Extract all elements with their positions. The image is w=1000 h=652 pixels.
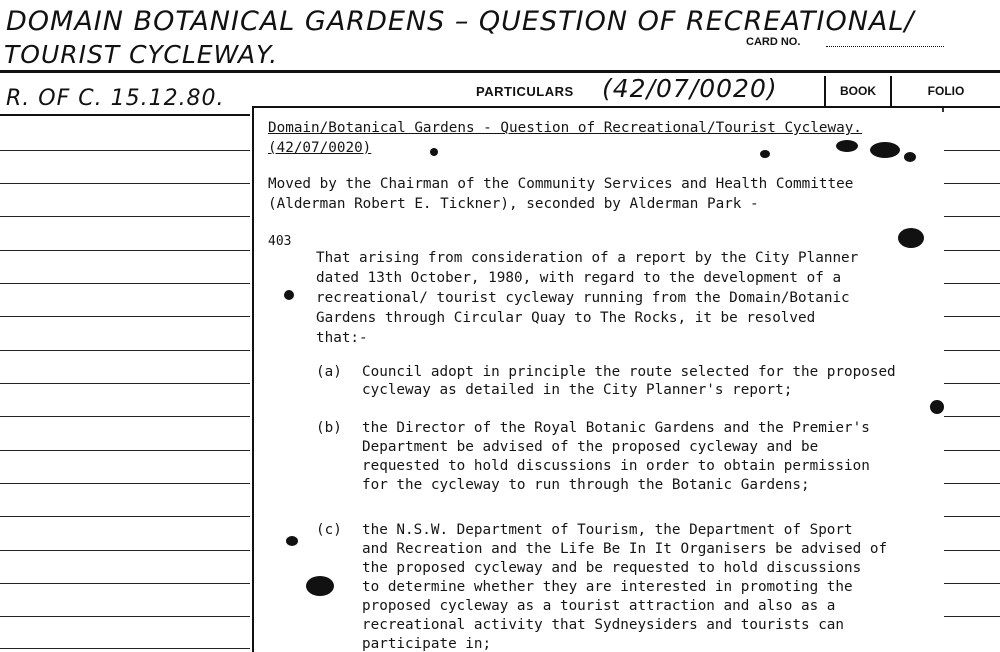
card-no-field [826,46,944,47]
ruled-line [0,648,250,649]
item-label-b: (b) [316,420,342,436]
item-c-line: proposed cycleway as a tourist attraction and also as a [362,598,836,614]
ruled-line [942,516,1000,517]
ruled-line [0,450,250,451]
resolution-number: 403 [268,234,292,249]
ink-blot [760,150,770,158]
item-a-line: cycleway as detailed in the City Planner's report; [362,382,793,398]
item-c-line: participate in; [362,636,492,652]
ruled-line [0,516,250,517]
card-title-line2: TOURIST CYCLEWAY. [4,40,279,69]
ink-blot [836,140,858,152]
ruled-line [0,416,250,417]
resolution-line: That arising from consideration of a report by the City Planner [316,250,859,266]
item-c-line: the N.S.W. Department of Tourism, the Department of Sport [362,522,853,538]
ruled-line [0,383,250,384]
ruled-line [942,383,1000,384]
item-b-line: the Director of the Royal Botanic Gardens and the Premier's [362,420,870,436]
card-title-line1: DOMAIN BOTANICAL GARDENS – QUESTION OF RECREATIONAL/ [6,6,915,37]
ruled-line [942,283,1000,284]
title-divider [0,70,1000,73]
moved-line: Moved by the Chairman of the Community Services and Health Committee [268,176,854,192]
ink-blot [898,228,924,248]
item-c-line: to determine whether they are interested in promoting the [362,579,853,595]
item-a-line: Council adopt in principle the route selected for the proposed [362,364,896,380]
ruled-line [0,483,250,484]
item-c-line: the proposed cycleway and be requested to hold discussions [362,560,862,576]
particulars-number: (42/07/0020) [602,74,778,103]
ruled-line [0,316,250,317]
ruled-line [942,416,1000,417]
ink-blot [306,576,334,596]
folio-column-header: FOLIO [890,76,1000,108]
item-c-line: and Recreation and the Life Be In It Organisers be advised of [362,541,888,557]
ruled-line [0,250,250,251]
ruled-line [0,616,250,617]
resolution-line: dated 13th October, 1980, with regard to the development of a [316,270,842,286]
ink-blot [870,142,900,158]
moved-line: (Alderman Robert E. Tickner), seconded by Alderman Park - [268,196,759,212]
reference-label: R. OF C. 15.12.80. [6,86,225,111]
ink-blot [930,400,944,414]
ink-blot [430,148,438,156]
item-label-c: (c) [316,522,342,538]
item-b-line: Department be advised of the proposed cycleway and be [362,439,819,455]
ink-blot [284,290,294,300]
reference-underline [0,114,250,116]
ruled-line [942,583,1000,584]
ink-blot [904,152,916,162]
ruled-line [942,616,1000,617]
ruled-line [942,316,1000,317]
ruled-line [0,583,250,584]
resolution-line: recreational/ tourist cycleway running from the Domain/Botanic [316,290,850,306]
minutes-clipping [254,112,944,652]
ruled-line [0,216,250,217]
ruled-line [942,150,1000,151]
resolution-line: that:- [316,330,368,346]
resolution-line: Gardens through Circular Quay to The Rocks, it be resolved [316,310,816,326]
clipping-reference: (42/07/0020) [268,140,372,156]
particulars-header [252,76,1000,108]
ruled-line [0,150,250,151]
ruled-line [942,216,1000,217]
ruled-line [942,183,1000,184]
ruled-line [942,350,1000,351]
ruled-line [942,483,1000,484]
ruled-line [0,283,250,284]
clipping-heading: Domain/Botanical Gardens - Question of Recreational/Tourist Cycleway. [268,120,862,136]
ruled-line [0,550,250,551]
item-label-a: (a) [316,364,342,380]
card-no-label: CARD NO. [746,36,801,48]
ruled-line [0,350,250,351]
ink-blot [286,536,298,546]
ruled-line [0,183,250,184]
ruled-line [942,550,1000,551]
item-b-line: for the cycleway to run through the Botanic Gardens; [362,477,810,493]
particulars-label: PARTICULARS [476,84,574,99]
item-c-line: recreational activity that Sydneysiders and tourists can [362,617,845,633]
book-column-header: BOOK [824,76,890,108]
item-b-line: requested to hold discussions in order to obtain permission [362,458,870,474]
ruled-line [942,250,1000,251]
ruled-line [942,450,1000,451]
